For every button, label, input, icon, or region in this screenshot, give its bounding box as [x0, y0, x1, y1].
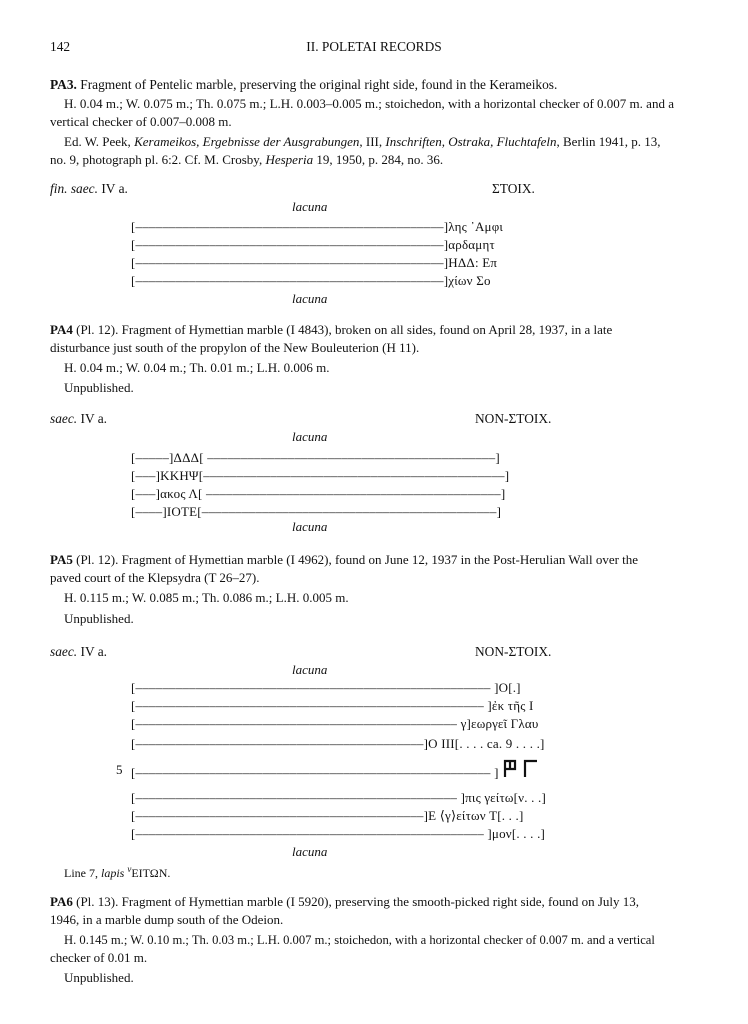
- pa5-lacuna-top: lacuna: [292, 662, 328, 677]
- pa5-line-2: [–––––––––––––––––––––––––––––––––––––––––––––––––––– ]ἐκ τῆς Ι: [131, 698, 534, 713]
- pa6-label: PA6: [50, 894, 73, 909]
- pa3-dims-2: vertical checker of 0.007–0.008 m.: [50, 114, 232, 129]
- pa4-publication: Unpublished.: [64, 380, 134, 395]
- pa4-line-4: [––––]ΙΟΤΕ[––––––––––––––––––––––––––––––––––––––––––––]: [131, 504, 502, 519]
- pa5-line-5: [––––––––––––––––––––––––––––––––––––––––––––––––––––– ]: [131, 762, 525, 782]
- pa5-line-8: [–––––––––––––––––––––––––––––––––––––––––––––––––––– ]μον[. . . .]: [131, 826, 546, 841]
- pa5-note: Line 7, lapis $^v$ΕΙΤΩΝ.: [64, 864, 171, 880]
- pa6-dims-1: H. 0.145 m.; W. 0.10 m.; Th. 0.03 m.; L.H. 0.007 m.; stoichedon, with a horizontal checker of 0.007 m. and a vertical: [64, 933, 655, 947]
- pa5-lacuna-bottom: lacuna: [292, 844, 328, 859]
- pa5-intro-2: paved court of the Klepsydra (T 26–27).: [50, 570, 260, 585]
- pa5-intro-1: PA5 (Pl. 12). Fragment of Hymettian marble (I 4962), found on June 12, 1937 in the Post-Herulian Wall over the: [50, 552, 639, 567]
- pa4-label: PA4: [50, 322, 73, 337]
- pa3-line-2: [––––––––––––––––––––––––––––––––––––––––––––––]αρδαμητ: [131, 237, 495, 252]
- pa3-date: fin. saec. IV a.: [50, 181, 128, 196]
- pa3-dims-1: H. 0.04 m.; W. 0.075 m.; Th. 0.075 m.; L.H. 0.003–0.005 m.; stoichedon, with a horizontal checker of 0.007 m. and a: [64, 96, 674, 111]
- pa4-dims: H. 0.04 m.; W. 0.04 m.; Th. 0.01 m.; L.H. 0.006 m.: [64, 360, 330, 375]
- pa3-edition-2: no. 9, photograph pl. 6:2. Cf. M. Crosby, Hesperia 19, 1950, p. 284, no. 36.: [50, 152, 444, 167]
- pa4-style: NON-ΣΤΟΙΧ.: [475, 411, 552, 426]
- pa5-line-7: [–––––––––––––––––––––––––––––––––––––––––––]Ε ⟨γ⟩είτων Τ[. . .]: [131, 808, 524, 823]
- pa3-intro: PA3. Fragment of Pentelic marble, preserving the original right side, found in the Kerameikos.: [50, 77, 558, 92]
- running-title: II. POLETAI RECORDS: [306, 39, 442, 54]
- pa3-edition-1: Ed. W. Peek, Kerameikos, Ergebnisse der Ausgrabungen, III, Inschriften, Ostraka, Fluchtafeln, Berlin 1941, p. 13,: [64, 134, 661, 149]
- pa4-lacuna-top: lacuna: [292, 429, 328, 444]
- pa4-intro-2: disturbance just south of the propylon of the New Bouleuterion (H 11).: [50, 340, 420, 355]
- pa3-label: PA3.: [50, 77, 77, 92]
- pa5-line-1: [––––––––––––––––––––––––––––––––––––––––––––––––––––– ]Ο[.]: [131, 680, 521, 695]
- pa4-line-2: [–––]ΚΚΗΨ[–––––––––––––––––––––––––––––––––––––––––––––]: [131, 468, 510, 483]
- pa4-intro-1: PA4 (Pl. 12). Fragment of Hymettian marble (I 4843), broken on all sides, found on April 28, 1937, in a late: [50, 322, 613, 337]
- pa6-publication: Unpublished.: [64, 970, 134, 985]
- pa5-style: NON-ΣΤΟΙΧ.: [475, 644, 552, 659]
- pa5-line-3: [–––––––––––––––––––––––––––––––––––––––––––––––– γ]εωργεῖ Γλαυ: [131, 716, 539, 731]
- pa6-intro-1: PA6 (Pl. 13). Fragment of Hymettian marble (I 5920), preserving the smooth-picked right side, found on July 13,: [50, 894, 639, 909]
- pa5-line-6: [–––––––––––––––––––––––––––––––––––––––––––––––– ]πις γείτω[ν. . .]: [131, 790, 547, 805]
- pa5-label: PA5: [50, 552, 73, 567]
- pa3-lacuna-bottom: lacuna: [292, 291, 328, 306]
- pa4-lacuna-bottom: lacuna: [292, 519, 328, 534]
- page-number: 142: [50, 39, 71, 54]
- pa5-date: saec. IV a.: [50, 644, 108, 659]
- pa3-line-1: [––––––––––––––––––––––––––––––––––––––––––––––]λης ᾿Αμφι: [131, 219, 504, 234]
- pa4-line-1: [–––––]ΔΔΔ[ –––––––––––––––––––––––––––––––––––––––––––]: [131, 450, 500, 465]
- pa3-line-3: [––––––––––––––––––––––––––––––––––––––––––––––]ΗΔΔ: Επ: [131, 255, 498, 270]
- pa6-intro-2: 1946, in a marble dump south of the Odeion.: [50, 912, 284, 927]
- pa5-dims: H. 0.115 m.; W. 0.085 m.; Th. 0.086 m.; L.H. 0.005 m.: [64, 590, 349, 605]
- pa3-lacuna-top: lacuna: [292, 199, 328, 214]
- pa6-dims-2: checker of 0.01 m.: [50, 950, 148, 965]
- pa5-line-4: [–––––––––––––––––––––––––––––––––––––––––––]Ο ΙΙΙ[. . . . ca. 9 . . . .]: [131, 736, 545, 751]
- pa4-date: saec. IV a.: [50, 411, 108, 426]
- pa4-line-3: [–––]ακος Λ[ ––––––––––––––––––––––––––––––––––––––––––––]: [131, 486, 506, 501]
- pa3-line-4: [––––––––––––––––––––––––––––––––––––––––––––––]χίων Σο: [131, 273, 491, 288]
- monogram-glyph: [503, 762, 525, 780]
- pa5-publication: Unpublished.: [64, 611, 134, 626]
- line-number-5: 5: [116, 762, 123, 777]
- pa3-style: ΣΤΟΙΧ.: [492, 181, 535, 196]
